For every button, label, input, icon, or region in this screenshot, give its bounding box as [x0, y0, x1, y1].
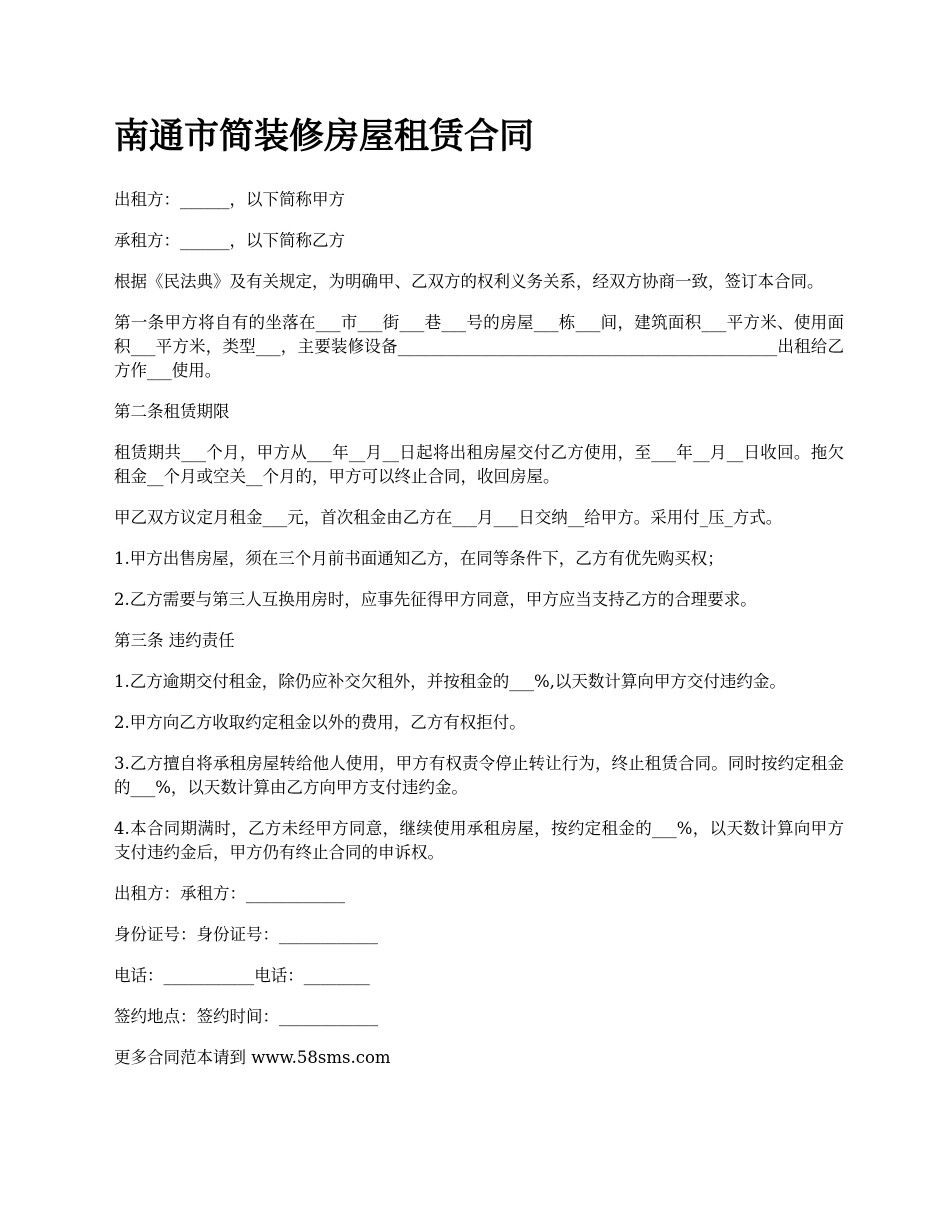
paragraph-lessor: 出租方：______，以下简称甲方: [114, 190, 345, 209]
heading-article-2: 第二条租赁期限: [114, 402, 230, 421]
paragraph-preamble: 根据《民法典》及有关规定，为明确甲、乙双方的权利义务关系，经双方协商一致，签订本合同。: [114, 272, 824, 291]
paragraph-lessee: 承租方：______，以下简称乙方: [114, 231, 345, 250]
paragraph-breach-1: 1.乙方逾期交付租金，除仍应补交欠租外，并按租金的___%,以天数计算向甲方交付违约金。: [114, 672, 786, 691]
signature-id-numbers: 身份证号：身份证号：____________: [114, 925, 378, 944]
paragraph-breach-2: 2.甲方向乙方收取约定租金以外的费用，乙方有权拒付。: [114, 713, 526, 732]
heading-article-3: 第三条 违约责任: [114, 631, 235, 650]
signature-phones: 电话：___________电话：________: [114, 966, 370, 985]
paragraph-clause-sale: 1.甲方出售房屋，须在三个月前书面通知乙方，在同等条件下，乙方有优先购买权；: [114, 549, 724, 568]
paragraph-lease-term: 租赁期共___个月，甲方从___年__月__日起将出租房屋交付乙方使用，至___年__月__日收回。拖欠租金__个月或空关__个月的，甲方可以终止合同，收回房屋。: [114, 443, 844, 486]
paragraph-rent: 甲乙双方议定月租金___元，首次租金由乙方在___月___日交纳__给甲方。采用付_压_方式。: [114, 508, 783, 527]
paragraph-article-1: 第一条甲方将自有的坐落在___市___街___巷___号的房屋___栋___间，建筑面积___平方米、使用面积___平方米，类型___，主要装修设备______________________________________________出租给乙方作___使用。: [114, 313, 844, 380]
footer-more-templates: 更多合同范本请到 www.58sms.com: [114, 1048, 391, 1067]
signature-parties: 出租方：承租方：____________: [114, 884, 345, 903]
document-page: [114, 112, 844, 1087]
paragraph-clause-exchange: 2.乙方需要与第三人互换用房时，应事先征得甲方同意，甲方应当支持乙方的合理要求。: [114, 590, 757, 609]
paragraph-breach-4: 4.本合同期满时，乙方未经甲方同意，继续使用承租房屋，按约定租金的___%，以天数计算向甲方支付违约金后，甲方仍有终止合同的申诉权。: [114, 819, 844, 862]
paragraph-breach-3: 3.乙方擅自将承租房屋转给他人使用，甲方有权责令停止转让行为，终止租赁合同。同时按约定租金的___%，以天数计算由乙方向甲方支付违约金。: [114, 754, 844, 797]
signature-place-time: 签约地点：签约时间：____________: [114, 1007, 378, 1026]
document-title: 南通市简装修房屋租赁合同: [114, 117, 535, 157]
